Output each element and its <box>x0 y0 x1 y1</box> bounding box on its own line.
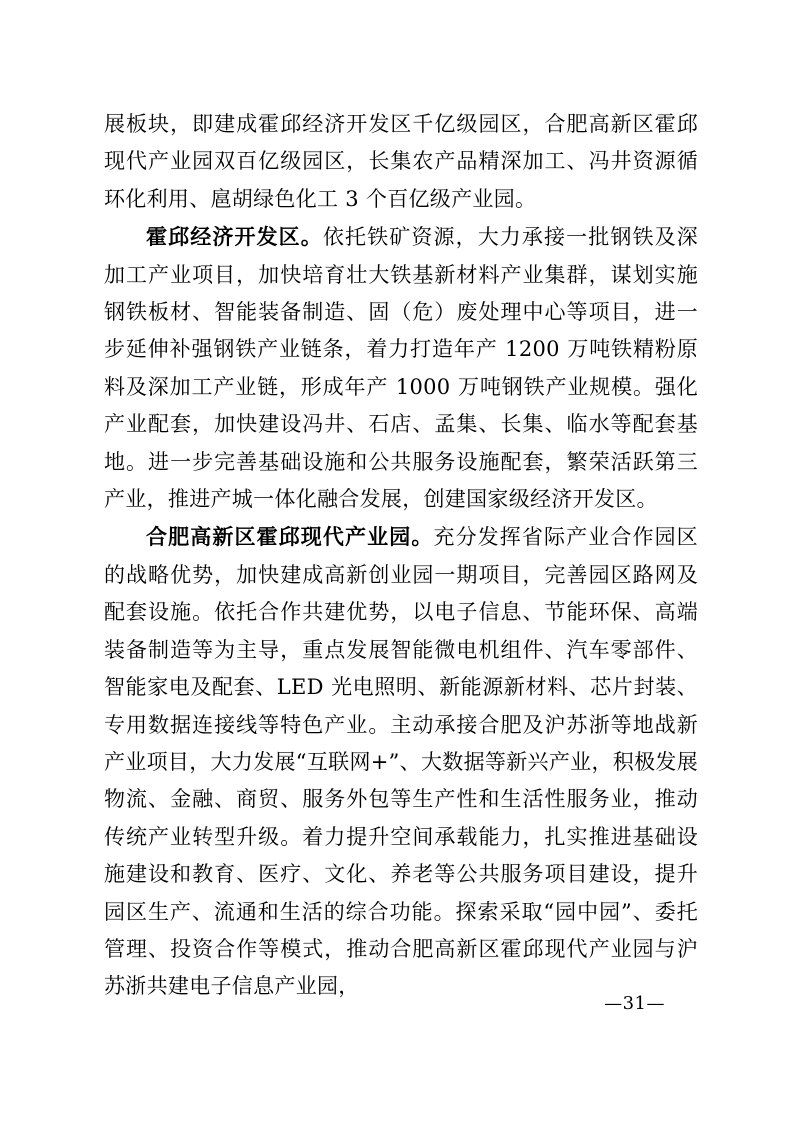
paragraph-huoqiu-economic-zone <box>104 218 698 518</box>
page-number: —31— <box>604 993 665 1014</box>
paragraph-continuation <box>104 106 698 218</box>
page-body-text <box>104 106 698 1006</box>
paragraph-lead-bold: 霍邱经济开发区。 <box>146 224 323 250</box>
paragraph-text: 依托铁矿资源，大力承接一批钢铁及深加工产业项目，加快培育壮大铁基新材料产业集群，谋划实施钢铁板材、智能装备制造、固（危）废处理中心等项目，进一步延伸补强钢铁产业链条，着力打造年产 1200 万吨铁精粉原料及深加工产业链，形成年产 1000 万吨钢铁产业规模。强化产业配套，加快建设冯井、石店、孟集、长集、临水等配套基地。进一步完善基础设施和公共服务设施配套，繁荣活跃第三产业，推进产城一体化融合发展，创建国家级经济开发区。 <box>104 225 698 512</box>
paragraph-text: 展板块，即建成霍邱经济开发区千亿级园区，合肥高新区霍邱现代产业园双百亿级园区，长集农产品精深加工、冯井资源循环化利用、扈胡绿色化工 3 个百亿级产业园。 <box>104 112 698 211</box>
paragraph-hefei-hightech-park <box>104 518 698 1005</box>
paragraph-lead-bold: 合肥高新区霍邱现代产业园。 <box>146 524 434 550</box>
paragraph-text: 充分发挥省际产业合作园区的战略优势，加快建成高新创业园一期项目，完善园区路网及配套设施。依托合作共建优势，以电子信息、节能环保、高端装备制造等为主导，重点发展智能微电机组件、汽车零部件、智能家电及配套、LED 光电照明、新能源新材料、芯片封装、专用数据连接线等特色产业。主动承接合肥及沪苏浙等地战新产业项目，大力发展“互联网+”、大数据等新兴产业，积极发展物流、金融、商贸、服务外包等生产性和生活性服务业，推动传统产业转型升级。着力提升空间承载能力，扎实推进基础设施建设和教育、医疗、文化、养老等公共服务项目建设，提升园区生产、流通和生活的综合功能。探索采取“园中园”、委托管理、投资合作等模式，推动合肥高新区霍邱现代产业园与沪苏浙共建电子信息产业园， <box>104 525 698 999</box>
